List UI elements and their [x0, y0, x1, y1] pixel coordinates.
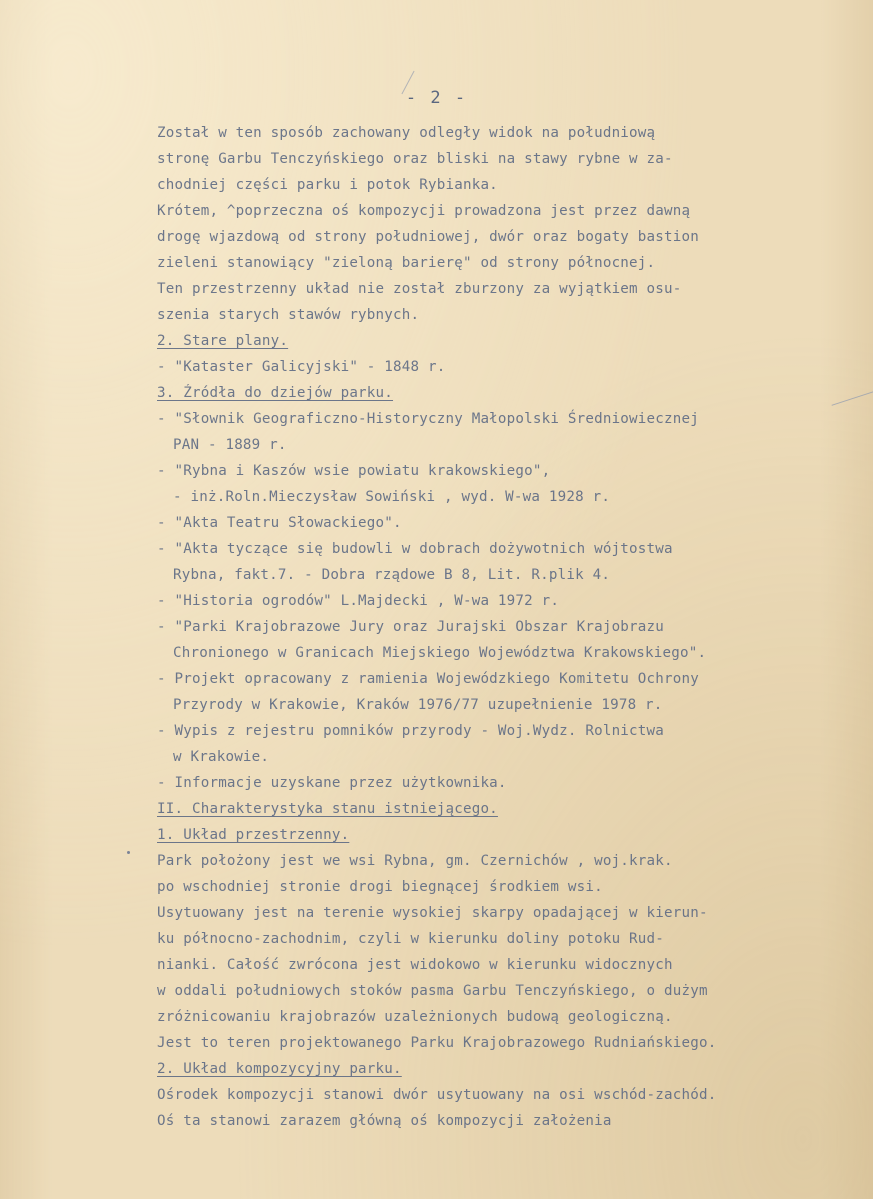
section-heading-text: 1. Układ przestrzenny.: [157, 827, 350, 843]
text-line: chodniej części parku i potok Rybianka.: [157, 177, 498, 193]
text-line: Rybna, fakt.7. - Dobra rządowe B 8, Lit. R.plik 4.: [173, 567, 611, 583]
section-heading: [157, 1056, 857, 1082]
text-line: - "Parki Krajobrazowe Jury oraz Jurajski Obszar Krajobrazu: [157, 619, 665, 635]
document-body: [157, 120, 857, 1134]
page-number: - 2 -: [405, 88, 468, 108]
section-heading-text: 3. Źródła do dziejów parku.: [157, 385, 394, 401]
text-line: - Informacje uzyskane przez użytkownika.: [157, 775, 507, 791]
text-line: Przyrody w Krakowie, Kraków 1976/77 uzupełnienie 1978 r.: [173, 697, 663, 713]
text-line: Jest to teren projektowanego Parku Krajobrazowego Rudniańskiego.: [157, 1035, 717, 1051]
text-line: - "Historia ogrodów" L.Majdecki , W-wa 1972 r.: [157, 593, 560, 609]
text-line: nianki. Całość zwrócona jest widokowo w kierunku widocznych: [157, 957, 673, 973]
text-line: Usytuowany jest na terenie wysokiej skarpy opadającej w kierun-: [157, 905, 708, 921]
text-line: po wschodniej stronie drogi biegnącej środkiem wsi.: [157, 879, 603, 895]
text-line: Chronionego w Granicach Miejskiego Województwa Krakowskiego".: [173, 645, 707, 661]
text-line: Oś ta stanowi zarazem główną oś kompozycji założenia: [157, 1113, 612, 1129]
margin-dot: [127, 851, 130, 854]
text-line: Ośrodek kompozycji stanowi dwór usytuowany na osi wschód-zachód.: [157, 1087, 717, 1103]
text-line: drogę wjazdową od strony południowej, dwór oraz bogaty bastion: [157, 229, 699, 245]
text-line: - Projekt opracowany z ramienia Wojewódzkiego Komitetu Ochrony: [157, 671, 699, 687]
text-line: PAN - 1889 r.: [173, 437, 287, 453]
chapter-heading-text: II. Charakterystyka stanu istniejącego.: [157, 801, 498, 817]
text-line: - inż.Roln.Mieczysław Sowiński , wyd. W-wa 1928 r.: [173, 489, 611, 505]
text-line: zieleni stanowiący "zieloną barierę" od strony północnej.: [157, 255, 656, 271]
section-heading-text: 2. Układ kompozycyjny parku.: [157, 1061, 402, 1077]
section-heading: [157, 822, 857, 848]
text-line: szenia starych stawów rybnych.: [157, 307, 420, 323]
section-heading: [157, 328, 857, 354]
text-line: Park położony jest we wsi Rybna, gm. Czernichów , woj.krak.: [157, 853, 673, 869]
text-line: zróżnicowaniu krajobrazów uzależnionych budową geologiczną.: [157, 1009, 673, 1025]
chapter-heading: [157, 796, 857, 822]
text-line: - "Kataster Galicyjski" - 1848 r.: [157, 359, 446, 375]
text-line: Został w ten sposób zachowany odległy widok na południową: [157, 125, 656, 141]
text-line: w Krakowie.: [173, 749, 270, 765]
text-line: - "Słownik Geograficzno-Historyczny Małopolski Średniowiecznej: [157, 411, 699, 427]
text-line: w oddali południowych stoków pasma Garbu Tenczyńskiego, o dużym: [157, 983, 708, 999]
section-heading: [157, 380, 857, 406]
text-line: - "Rybna i Kaszów wsie powiatu krakowskiego",: [157, 463, 551, 479]
section-heading-text: 2. Stare plany.: [157, 333, 289, 349]
text-line: Ten przestrzenny układ nie został zburzony za wyjątkiem osu-: [157, 281, 682, 297]
text-line: - Wypis z rejestru pomników przyrody - Woj.Wydz. Rolnictwa: [157, 723, 665, 739]
text-line: - "Akta tyczące się budowli w dobrach dożywotnich wójtostwa: [157, 541, 673, 557]
text-line: - "Akta Teatru Słowackiego".: [157, 515, 402, 531]
text-line: ku północno-zachodnim, czyli w kierunku doliny potoku Rud-: [157, 931, 665, 947]
text-line: Krótem, ^poprzeczna oś kompozycji prowadzona jest przez dawną: [157, 203, 691, 219]
text-line: stronę Garbu Tenczyńskiego oraz bliski na stawy rybne w za-: [157, 151, 673, 167]
